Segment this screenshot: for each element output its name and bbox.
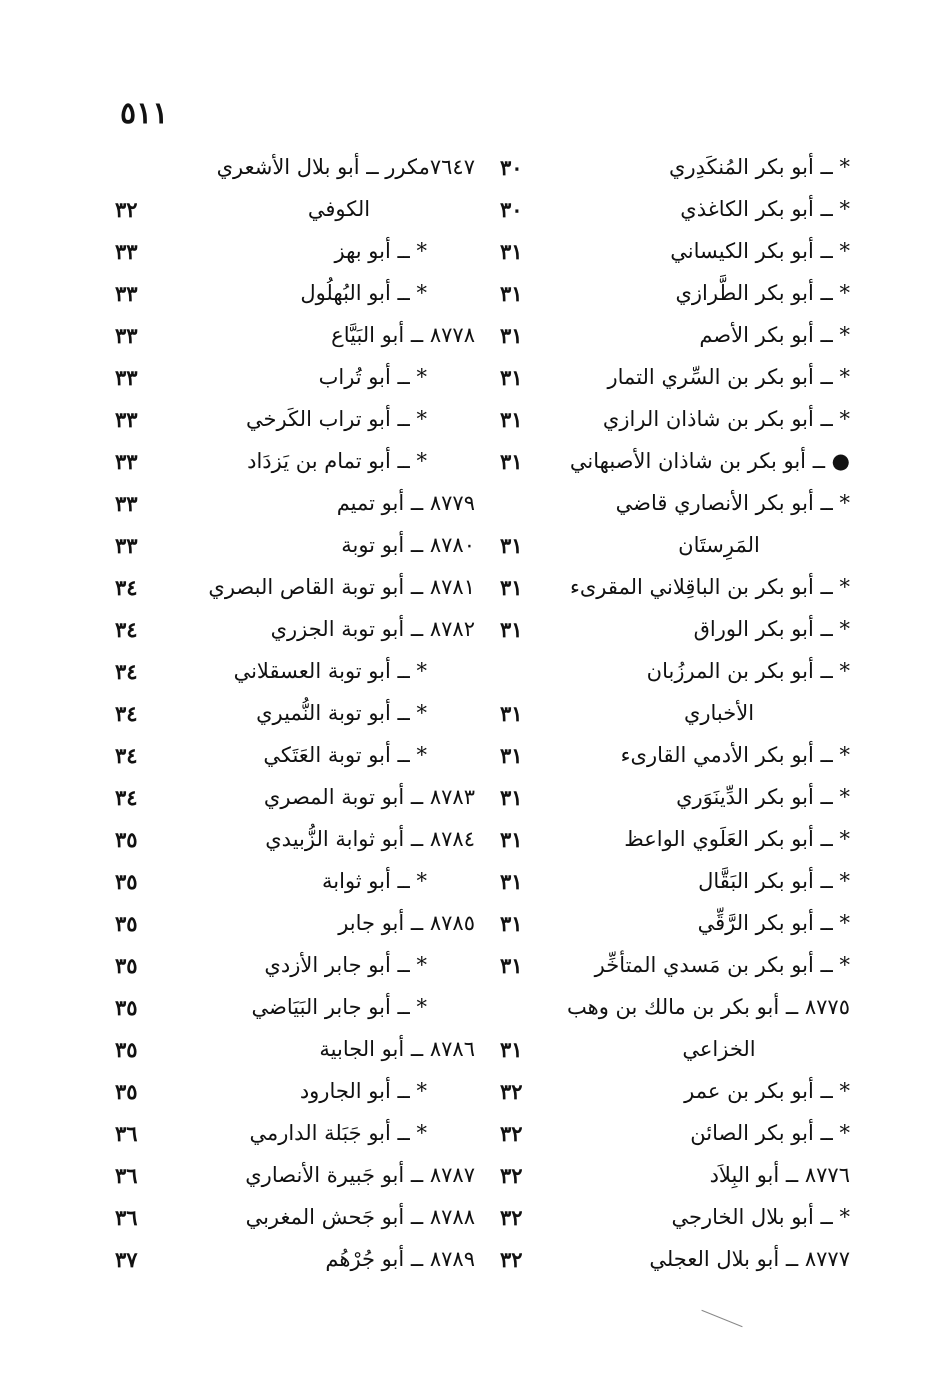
index-entry	[500, 1112, 850, 1154]
index-entry	[500, 1154, 850, 1196]
entry-text: ٨٧٨٣ ــ أبو توبة المصري	[263, 785, 475, 809]
index-entry	[500, 818, 850, 860]
index-entry	[500, 902, 850, 944]
entry-page-number: ٣١	[500, 238, 523, 264]
entry-text: * ــ أبو جابر الأزدي	[264, 953, 427, 977]
entry-page-number: ٣١	[500, 700, 523, 726]
entry-page-number: ٣١	[500, 826, 523, 852]
entry-text: * ــ أبو بكر الوراق	[693, 617, 850, 641]
index-entry	[115, 1154, 475, 1196]
index-entry	[115, 566, 475, 608]
index-entry	[500, 650, 850, 692]
index-entry	[115, 230, 475, 272]
index-entry	[500, 1196, 850, 1238]
index-entry	[500, 692, 850, 734]
index-entry	[115, 1028, 475, 1070]
entry-page-number: ٣١	[500, 868, 523, 894]
entry-text: * ــ أبو بكر الكيساني	[670, 239, 850, 263]
index-entry	[115, 1070, 475, 1112]
entry-text: * ــ أبو جابر البَيَاضي	[251, 995, 427, 1019]
entry-page-number: ٣٢	[500, 1246, 523, 1272]
index-entry	[115, 776, 475, 818]
index-entry	[115, 524, 475, 566]
entry-text: الأخباري	[683, 701, 755, 725]
entry-page-number: ٣٣	[115, 238, 138, 264]
entry-text: * ــ أبو بكر بن عمر	[684, 1079, 850, 1103]
entry-text: * ــ أبو بكر المُنكَدِري	[669, 155, 850, 179]
entry-text: ٨٧٨٦ ــ أبو الجابية	[319, 1037, 475, 1061]
entry-text: ٨٧٨٨ ــ أبو جَحش المغربي	[245, 1205, 475, 1229]
entry-page-number: ٣١	[500, 910, 523, 936]
entry-text: * ــ أبو بلال الخارجي	[671, 1205, 850, 1229]
entry-text: * ــ أبو تمام بن يَزدَاد	[247, 449, 427, 473]
entry-page-number: ٣٢	[500, 1204, 523, 1230]
entry-page-number: ٣٠	[500, 154, 523, 180]
entry-text: الكوفي	[307, 197, 371, 221]
index-entry	[115, 314, 475, 356]
entry-text: ● ــ أبو بكر بن شاذان الأصبهاني	[569, 449, 850, 473]
index-entry	[500, 524, 850, 566]
entry-text: ٨٧٨١ ــ أبو توبة القاص البصري	[208, 575, 475, 599]
entry-page-number: ٣٣	[115, 532, 138, 558]
entry-text: ٨٧٧٨ ــ أبو البَيَّاع	[331, 323, 475, 347]
entry-page-number: ٣١	[500, 616, 523, 642]
entry-text: * ــ أبو بكر البَقَّال	[698, 869, 850, 893]
index-entry	[500, 776, 850, 818]
entry-page-number: ٣٥	[115, 1078, 138, 1104]
index-entry	[500, 986, 850, 1028]
entry-page-number: ٣١	[500, 280, 523, 306]
entry-page-number: ٣٠	[500, 196, 523, 222]
entry-text: * ــ أبو بكر الدِّينَوَري	[676, 785, 850, 809]
entry-text: * ــ أبو بهز	[334, 239, 427, 263]
index-entry	[500, 1028, 850, 1070]
entry-text: ٨٧٨٢ ــ أبو توبة الجزري	[270, 617, 475, 641]
index-entry	[115, 902, 475, 944]
entry-page-number: ٣٤	[115, 574, 138, 600]
index-entry	[115, 398, 475, 440]
entry-page-number: ٣٦	[115, 1204, 138, 1230]
entry-page-number: ٣٤	[115, 616, 138, 642]
entry-page-number: ٣١	[500, 406, 523, 432]
index-entry	[500, 272, 850, 314]
index-entry	[115, 650, 475, 692]
index-column-left	[115, 146, 475, 1280]
entry-page-number: ٣٤	[115, 784, 138, 810]
entry-page-number: ٣٥	[115, 826, 138, 852]
entry-page-number: ٣٥	[115, 952, 138, 978]
entry-text: ٨٧٧٧ ــ أبو بلال العجلي	[649, 1247, 850, 1271]
index-entry	[115, 734, 475, 776]
index-entry	[500, 860, 850, 902]
entry-page-number: ٣٧	[115, 1246, 138, 1272]
index-entry	[115, 146, 475, 188]
entry-page-number: ٣١	[500, 364, 523, 390]
index-entry	[115, 440, 475, 482]
entry-text: * ــ أبو بكر بن مَسدي المتأخِّر	[594, 953, 850, 977]
index-entry	[500, 356, 850, 398]
entry-text: * ــ أبو ثوابة	[322, 869, 427, 893]
entry-page-number: ٣٣	[115, 280, 138, 306]
entry-page-number: ٣١	[500, 784, 523, 810]
index-entry	[500, 230, 850, 272]
index-entry	[500, 566, 850, 608]
index-entry	[500, 734, 850, 776]
index-entry	[500, 944, 850, 986]
index-entry	[115, 608, 475, 650]
entry-text: * ــ أبو توبة العسقلاني	[233, 659, 427, 683]
entry-text: * ــ أبو بكر بن شاذان الرازي	[602, 407, 850, 431]
entry-text: * ــ أبو البُهلُول	[300, 281, 427, 305]
entry-page-number: ٣٤	[115, 700, 138, 726]
entry-page-number: ٣١	[500, 322, 523, 348]
index-entry	[500, 398, 850, 440]
index-entry	[500, 188, 850, 230]
entry-page-number: ٣١	[500, 742, 523, 768]
index-entry	[115, 986, 475, 1028]
entry-page-number: ٣٣	[115, 448, 138, 474]
entry-text: * ــ أبو بكر الطَّرازي	[675, 281, 850, 305]
index-column-right	[500, 146, 850, 1280]
entry-page-number: ٣٣	[115, 490, 138, 516]
entry-page-number: ٣١	[500, 532, 523, 558]
entry-text: * ــ أبو توبة العَتَكي	[263, 743, 427, 767]
index-entry	[500, 482, 850, 524]
entry-page-number: ٣١	[500, 574, 523, 600]
index-entry	[500, 1238, 850, 1280]
entry-page-number: ٣٥	[115, 868, 138, 894]
index-entry	[115, 1238, 475, 1280]
index-entry	[115, 860, 475, 902]
index-entry	[115, 356, 475, 398]
entry-text: * ــ أبو جَبَلة الدارمي	[249, 1121, 427, 1145]
entry-page-number: ٣١	[500, 448, 523, 474]
entry-page-number: ٣٢	[500, 1120, 523, 1146]
entry-page-number: ٣٥	[115, 1036, 138, 1062]
entry-text: ٨٧٧٥ ــ أبو بكر بن مالك بن وهب	[567, 995, 850, 1019]
entry-text: ٧٦٤٧مكرر ــ أبو بلال الأشعري	[216, 155, 475, 179]
entry-text: * ــ أبو بكر الرَّقِّي	[697, 911, 850, 935]
entry-page-number: ٣٢	[115, 196, 138, 222]
index-entry	[115, 1196, 475, 1238]
entry-page-number: ٣٢	[500, 1078, 523, 1104]
entry-text: * ــ أبو بكر الأصم	[699, 323, 850, 347]
entry-text: * ــ أبو تُراب	[318, 365, 427, 389]
entry-text: الخزاعي	[682, 1037, 756, 1061]
entry-page-number: ٣١	[500, 952, 523, 978]
entry-text: * ــ أبو بكر بن المرزُبان	[646, 659, 850, 683]
index-entry	[500, 608, 850, 650]
entry-page-number: ٣٣	[115, 322, 138, 348]
index-entry	[115, 692, 475, 734]
index-entry	[115, 272, 475, 314]
page-number: ٥١١	[120, 96, 169, 131]
entry-page-number: ٣٦	[115, 1120, 138, 1146]
entry-text: ٨٧٨٠ ــ أبو توبة	[341, 533, 475, 557]
entry-page-number: ٣٤	[115, 742, 138, 768]
index-entry	[115, 482, 475, 524]
entry-text: * ــ أبو بكر الكاغذي	[680, 197, 850, 221]
entry-page-number: ٣٥	[115, 994, 138, 1020]
scan-mark	[701, 1310, 742, 1327]
entry-page-number: ٣٦	[115, 1162, 138, 1188]
entry-page-number: ٣٣	[115, 406, 138, 432]
index-entry	[115, 1112, 475, 1154]
entry-text: ٨٧٨٩ ــ أبو جُرْهُم	[325, 1247, 475, 1271]
entry-text: ٨٧٧٦ ــ أبو البِلاَد	[709, 1163, 850, 1187]
entry-page-number: ٣٥	[115, 910, 138, 936]
entry-text: * ــ أبو بكر العَلَوي الواعظ	[624, 827, 850, 851]
entry-text: ٨٧٧٩ ــ أبو تميم	[336, 491, 475, 515]
entry-page-number: ٣٣	[115, 364, 138, 390]
index-entry	[500, 440, 850, 482]
entry-page-number: ٣١	[500, 1036, 523, 1062]
index-entry	[115, 944, 475, 986]
entry-page-number: ٣٤	[115, 658, 138, 684]
entry-text: المَرِستَان	[678, 533, 760, 557]
entry-text: * ــ أبو بكر الأدمي القارىء	[620, 743, 850, 767]
entry-text: * ــ أبو بكر الأنصاري قاضي	[615, 491, 850, 515]
entry-text: * ــ أبو بكر بن الباقِلاني المقرىء	[569, 575, 850, 599]
index-entry	[500, 1070, 850, 1112]
index-entry	[115, 188, 475, 230]
entry-text: * ــ أبو الجارود	[299, 1079, 427, 1103]
entry-text: * ــ أبو تراب الكَرخي	[246, 407, 427, 431]
index-entry	[115, 818, 475, 860]
entry-text: * ــ أبو توبة النُّميري	[256, 701, 427, 725]
entry-text: ٨٧٨٥ ــ أبو جابر	[338, 911, 475, 935]
entry-page-number: ٣٢	[500, 1162, 523, 1188]
entry-text: ٨٧٨٧ ــ أبو جَبيرة الأنصاري	[245, 1163, 475, 1187]
index-entry	[500, 314, 850, 356]
entry-text: ٨٧٨٤ ــ أبو ثوابة الزُّبيدي	[265, 827, 475, 851]
entry-text: * ــ أبو بكر الصائن	[690, 1121, 850, 1145]
entry-text: * ــ أبو بكر بن السِّري التمار	[607, 365, 850, 389]
index-entry	[500, 146, 850, 188]
